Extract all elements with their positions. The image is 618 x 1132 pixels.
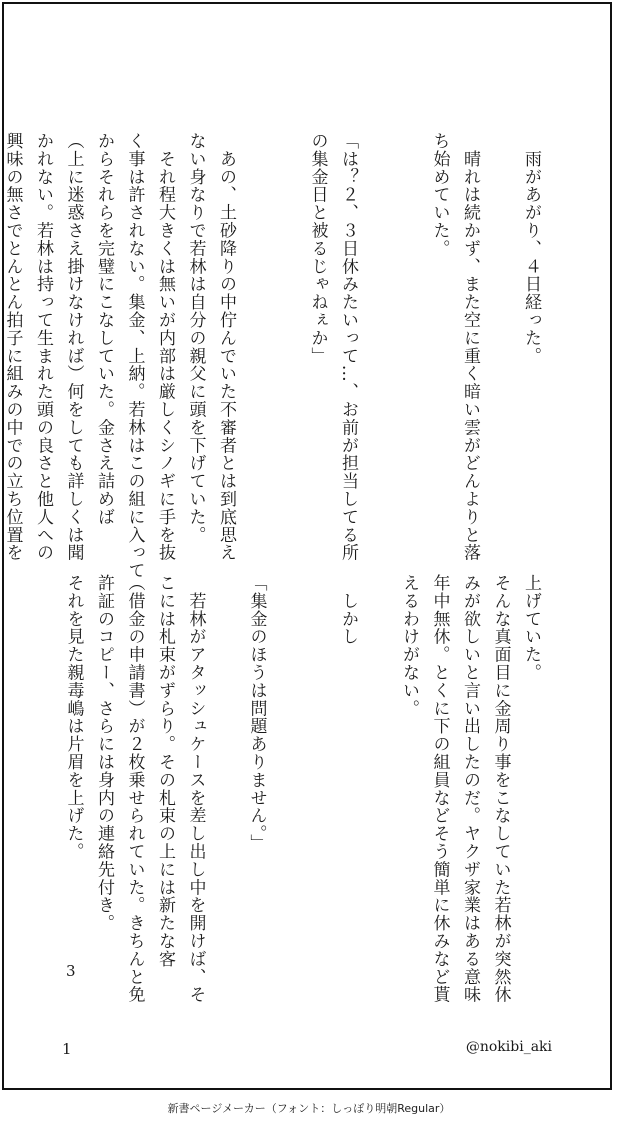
text-block-top: 雨があがり、４日経った。 晴れは続かず、また空に重く暗い雲がどんよりと落 ち始めていた。 「は？２、３日休みたいって…、お前が担当してる所 の集金日と被るじゃねぇか」 あの、土砂降りの中佇んでいた不審者とは到底思え ない身なりで若林は自分の親父に頭を下げていた。 それ程大きくは無いが内部は厳しくシノギに手を抜 く事は許されない。集金、上納。若林はこの組に入って からそれらを完璧にこなしていた。金さえ詰めば （上に迷惑さえ掛けなければ）何をしても詳しくは聞 かれない。若林は持って生まれた頭の良さと他人への 興味の無さでとんとん拍子に組みの中での立ち位置を — [2, 132, 541, 580]
footer-credit: 新書ページメーカー（フォント：しっぽり明朝Regular） — [167, 1102, 451, 1115]
text-block-bottom: 上げていた。 そんな真面目に金周り事をこなしていた若林が突然休 みが欲しいと言い出したのだ。ヤクザ家業はある意味 年中無休。とくに下の組員などそう簡単に休みなど貰 えるわけがない。 しかし 「集金のほうは問題ありません。」 若林がアタッシュケースを差し出し中を開けば、そ こには札束がずらり。その札束の上には新たな客 （借金の申請書）が２枚乗せられていた。きちんと免 許証のコピー、さらには身内の連絡先付き。 それを見た親毒嶋は片眉を上げた。 — [63, 574, 541, 1004]
page-number-left: 1 — [62, 1040, 72, 1058]
author-handle: @nokibi_aki — [465, 1039, 552, 1055]
novel-page — [2, 2, 612, 1090]
page-number-right: 3 — [66, 962, 76, 980]
